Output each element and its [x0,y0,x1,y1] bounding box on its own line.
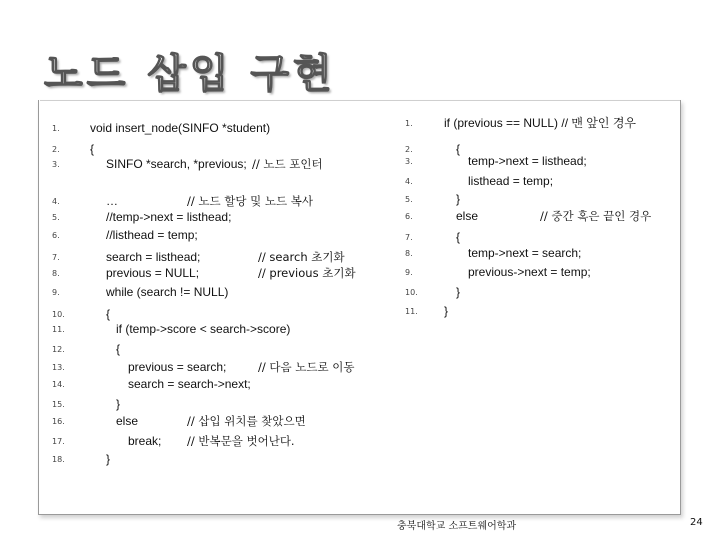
right-code-line: previous->next = temp; [468,265,591,279]
left-code-comment: // 삽입 위치를 찾았으면 [187,414,306,428]
left-line-number: 17. [52,437,65,446]
left-code-line: { [116,342,121,356]
left-line-number: 5. [52,213,60,222]
left-line-number: 15. [52,400,65,409]
right-code-line: temp->next = listhead; [468,154,587,168]
right-code-line: } [444,304,449,318]
footer-department: 충북대학교 소프트웨어학과 [397,521,517,532]
right-code-line: { [456,230,461,244]
left-line-number: 10. [52,310,65,319]
page-number: 24 [690,517,703,528]
slide-title: 노드 삽입 구현 [44,51,336,97]
left-code-line: search = search->next; [128,377,251,391]
left-code-line: //listhead = temp; [106,228,198,242]
right-code-line: } [456,285,461,299]
left-line-number: 11. [52,325,65,334]
left-code-comment: // 반복문을 벗어난다. [187,434,295,448]
right-line-number: 1. [405,119,413,128]
left-code-line: //temp->next = listhead; [106,210,232,224]
left-line-number: 9. [52,288,60,297]
left-code-line: break; [128,434,162,448]
right-line-number: 6. [405,212,413,221]
left-line-number: 16. [52,417,65,426]
right-line-number: 4. [405,177,413,186]
left-code-line: if (temp->score < search->score) [116,322,291,336]
left-code-comment: // 노드 포인터 [252,157,323,171]
left-code-line: SINFO *search, *previous; [106,157,247,171]
left-code-line: } [116,397,121,411]
left-line-number: 12. [52,345,65,354]
left-code-line: search = listhead; [106,250,201,264]
right-line-number: 3. [405,157,413,166]
left-code-line: } [106,452,111,466]
right-code-line: else [456,209,479,223]
left-line-number: 8. [52,269,60,278]
left-code-line: previous = search; [128,360,227,374]
left-code-line: { [106,307,111,321]
right-code-line: } [456,192,461,206]
right-line-number: 9. [405,268,413,277]
left-code-line: { [90,142,95,156]
left-code-comment: // previous 초기화 [258,266,356,280]
right-code-line: temp->next = search; [468,246,582,260]
left-code-line: void insert_node(SINFO *student) [90,121,271,135]
left-line-number: 14. [52,380,65,389]
right-line-number: 5. [405,195,413,204]
right-code-line: if (previous == NULL) // 맨 앞인 경우 [444,116,637,130]
left-code-comment: // 노드 할당 및 노드 복사 [187,194,314,208]
right-line-number: 2. [405,145,413,154]
left-line-number: 4. [52,197,60,206]
left-line-number: 6. [52,231,60,240]
left-code-line: else [116,414,139,428]
left-line-number: 1. [52,124,60,133]
left-code-comment: // search 초기화 [258,250,345,264]
left-code-comment: // 다음 노드로 이동 [258,360,355,374]
left-code-line: while (search != NULL) [106,285,229,299]
left-code-line: previous = NULL; [106,266,200,280]
left-line-number: 7. [52,253,60,262]
left-line-number: 3. [52,160,60,169]
left-line-number: 18. [52,455,65,464]
right-line-number: 11. [405,307,418,316]
left-line-number: 2. [52,145,60,154]
right-code-line: { [456,142,461,156]
left-code-line: … [106,194,118,208]
left-line-number: 13. [52,363,65,372]
right-code-line: listhead = temp; [468,174,554,188]
right-line-number: 8. [405,249,413,258]
right-line-number: 7. [405,233,413,242]
right-code-comment: // 중간 혹은 끝인 경우 [540,209,652,223]
right-line-number: 10. [405,288,418,297]
